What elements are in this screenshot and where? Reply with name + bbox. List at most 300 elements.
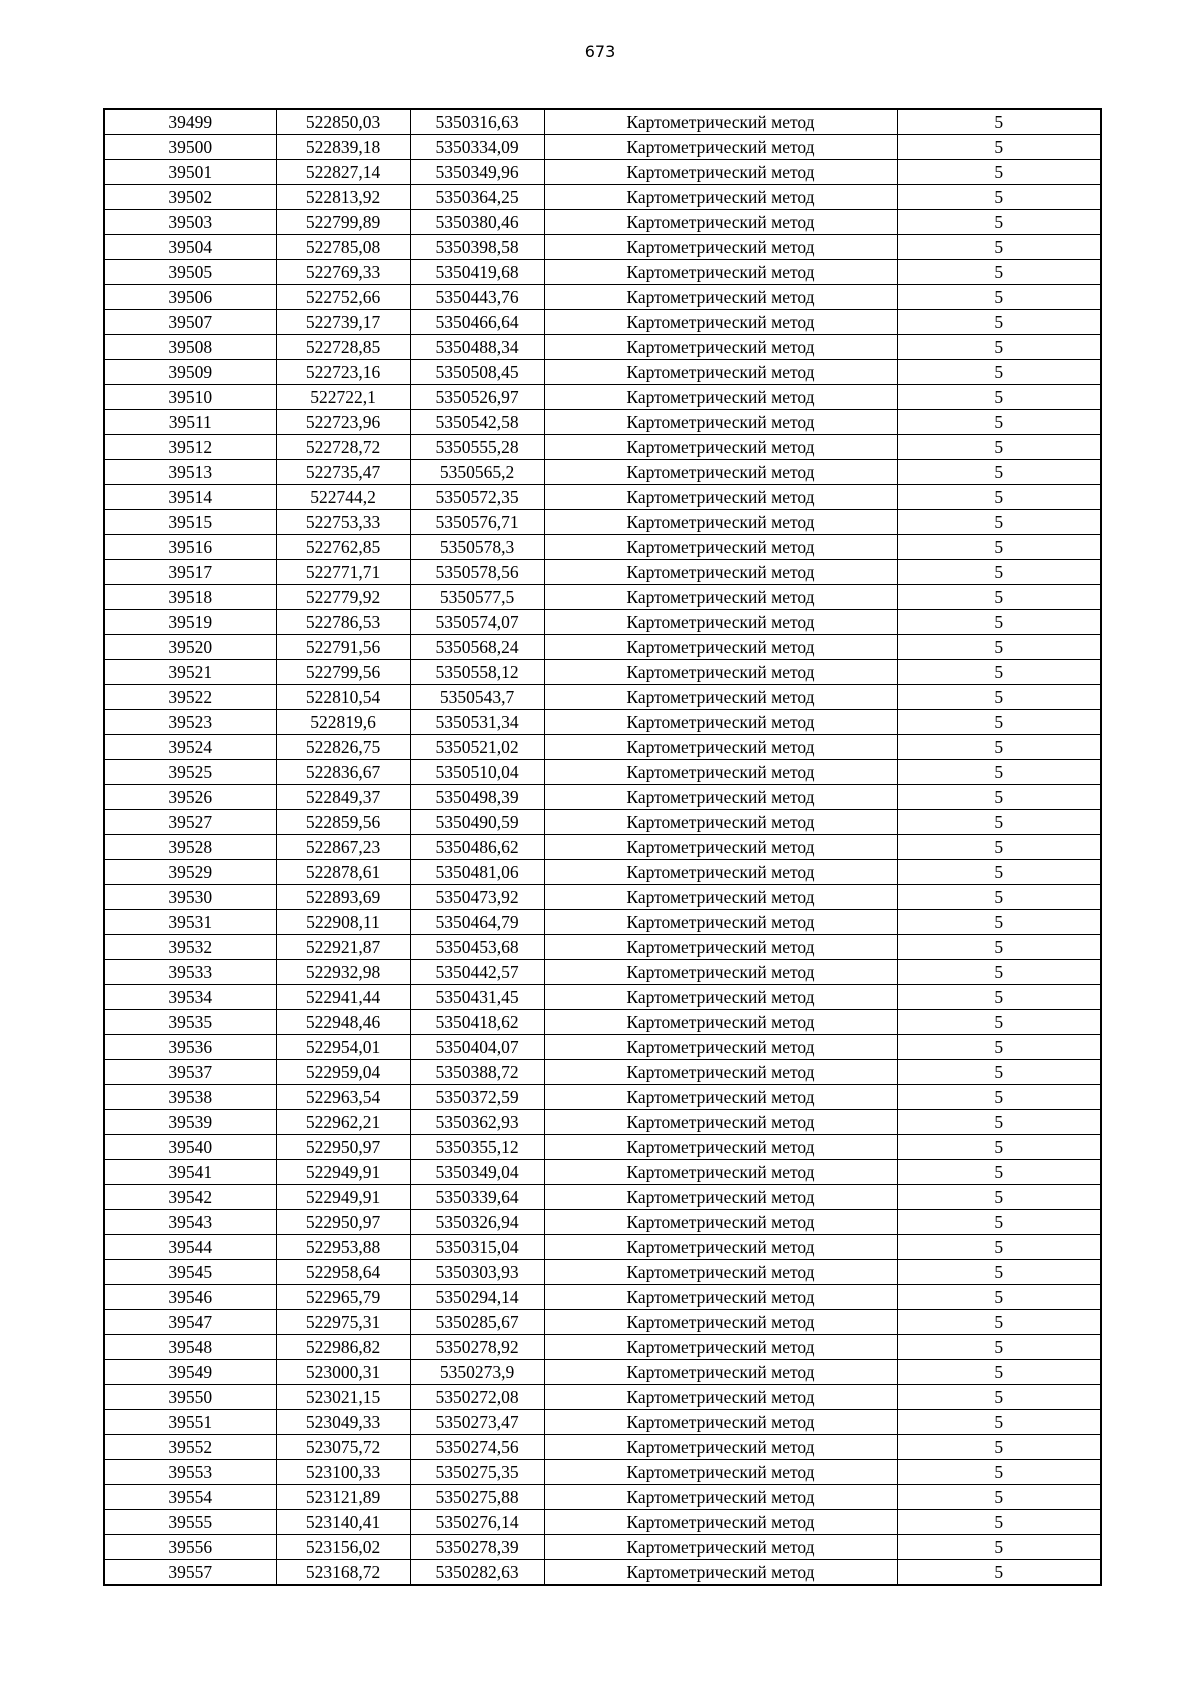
point-number-cell: 39524 [104,735,276,760]
accuracy-cell: 5 [897,1360,1101,1385]
method-cell: Картометрический метод [544,935,897,960]
x-coordinate-cell: 522810,54 [276,685,410,710]
y-coordinate-cell: 5350419,68 [410,260,544,285]
accuracy-cell: 5 [897,1535,1101,1560]
accuracy-cell: 5 [897,210,1101,235]
y-coordinate-cell: 5350273,9 [410,1360,544,1385]
accuracy-cell: 5 [897,1035,1101,1060]
y-coordinate-cell: 5350481,06 [410,860,544,885]
table-row [104,1035,1101,1060]
x-coordinate-cell: 523075,72 [276,1435,410,1460]
method-cell: Картометрический метод [544,135,897,160]
method-cell: Картометрический метод [544,810,897,835]
x-coordinate-cell: 522785,08 [276,235,410,260]
accuracy-cell: 5 [897,885,1101,910]
method-cell: Картометрический метод [544,785,897,810]
accuracy-cell: 5 [897,785,1101,810]
table-row [104,710,1101,735]
accuracy-cell: 5 [897,435,1101,460]
point-number-cell: 39510 [104,385,276,410]
point-number-cell: 39516 [104,535,276,560]
point-number-cell: 39538 [104,1085,276,1110]
point-number-cell: 39553 [104,1460,276,1485]
x-coordinate-cell: 523121,89 [276,1485,410,1510]
x-coordinate-cell: 523156,02 [276,1535,410,1560]
point-number-cell: 39540 [104,1135,276,1160]
point-number-cell: 39500 [104,135,276,160]
table-row [104,210,1101,235]
table-row [104,109,1101,135]
x-coordinate-cell: 522941,44 [276,985,410,1010]
point-number-cell: 39527 [104,810,276,835]
accuracy-cell: 5 [897,1510,1101,1535]
table-row [104,435,1101,460]
method-cell: Картометрический метод [544,1435,897,1460]
accuracy-cell: 5 [897,535,1101,560]
accuracy-cell: 5 [897,460,1101,485]
x-coordinate-cell: 522959,04 [276,1060,410,1085]
accuracy-cell: 5 [897,710,1101,735]
table-row [104,1535,1101,1560]
method-cell: Картометрический метод [544,460,897,485]
x-coordinate-cell: 522950,97 [276,1135,410,1160]
y-coordinate-cell: 5350398,58 [410,235,544,260]
x-coordinate-cell: 522827,14 [276,160,410,185]
x-coordinate-cell: 522836,67 [276,760,410,785]
y-coordinate-cell: 5350466,64 [410,310,544,335]
table-row [104,1435,1101,1460]
x-coordinate-cell: 522849,37 [276,785,410,810]
method-cell: Картометрический метод [544,1160,897,1185]
point-number-cell: 39549 [104,1360,276,1385]
x-coordinate-cell: 522963,54 [276,1085,410,1110]
y-coordinate-cell: 5350282,63 [410,1560,544,1586]
point-number-cell: 39507 [104,310,276,335]
accuracy-cell: 5 [897,285,1101,310]
y-coordinate-cell: 5350355,12 [410,1135,544,1160]
table-row [104,1235,1101,1260]
x-coordinate-cell: 522786,53 [276,610,410,635]
method-cell: Картометрический метод [544,960,897,985]
x-coordinate-cell: 523000,31 [276,1360,410,1385]
y-coordinate-cell: 5350294,14 [410,1285,544,1310]
method-cell: Картометрический метод [544,560,897,585]
table-row [104,1310,1101,1335]
table-row [104,1360,1101,1385]
accuracy-cell: 5 [897,1085,1101,1110]
method-cell: Картометрический метод [544,1360,897,1385]
x-coordinate-cell: 522878,61 [276,860,410,885]
method-cell: Картометрический метод [544,1560,897,1586]
x-coordinate-cell: 523100,33 [276,1460,410,1485]
x-coordinate-cell: 522949,91 [276,1185,410,1210]
point-number-cell: 39531 [104,910,276,935]
y-coordinate-cell: 5350388,72 [410,1060,544,1085]
x-coordinate-cell: 522753,33 [276,510,410,535]
point-number-cell: 39535 [104,1010,276,1035]
accuracy-cell: 5 [897,860,1101,885]
table-row [104,935,1101,960]
accuracy-cell: 5 [897,660,1101,685]
method-cell: Картометрический метод [544,635,897,660]
table-row [104,260,1101,285]
table-row [104,960,1101,985]
method-cell: Картометрический метод [544,1110,897,1135]
method-cell: Картометрический метод [544,385,897,410]
accuracy-cell: 5 [897,135,1101,160]
y-coordinate-cell: 5350555,28 [410,435,544,460]
point-number-cell: 39528 [104,835,276,860]
point-number-cell: 39556 [104,1535,276,1560]
y-coordinate-cell: 5350442,57 [410,960,544,985]
point-number-cell: 39521 [104,660,276,685]
table-row [104,685,1101,710]
point-number-cell: 39545 [104,1260,276,1285]
accuracy-cell: 5 [897,1385,1101,1410]
y-coordinate-cell: 5350574,07 [410,610,544,635]
table-row [104,885,1101,910]
table-row [104,510,1101,535]
table-row [104,285,1101,310]
x-coordinate-cell: 522779,92 [276,585,410,610]
y-coordinate-cell: 5350543,7 [410,685,544,710]
point-number-cell: 39532 [104,935,276,960]
accuracy-cell: 5 [897,760,1101,785]
y-coordinate-cell: 5350326,94 [410,1210,544,1235]
x-coordinate-cell: 522932,98 [276,960,410,985]
x-coordinate-cell: 522762,85 [276,535,410,560]
y-coordinate-cell: 5350565,2 [410,460,544,485]
y-coordinate-cell: 5350572,35 [410,485,544,510]
x-coordinate-cell: 522752,66 [276,285,410,310]
y-coordinate-cell: 5350364,25 [410,185,544,210]
method-cell: Картометрический метод [544,660,897,685]
y-coordinate-cell: 5350272,08 [410,1385,544,1410]
accuracy-cell: 5 [897,260,1101,285]
table-row [104,860,1101,885]
point-number-cell: 39517 [104,560,276,585]
y-coordinate-cell: 5350303,93 [410,1260,544,1285]
method-cell: Картометрический метод [544,360,897,385]
point-number-cell: 39536 [104,1035,276,1060]
x-coordinate-cell: 522722,1 [276,385,410,410]
table-row [104,660,1101,685]
method-cell: Картометрический метод [544,1260,897,1285]
point-number-cell: 39504 [104,235,276,260]
accuracy-cell: 5 [897,1335,1101,1360]
x-coordinate-cell: 522735,47 [276,460,410,485]
x-coordinate-cell: 522953,88 [276,1235,410,1260]
point-number-cell: 39518 [104,585,276,610]
table-row [104,760,1101,785]
x-coordinate-cell: 522975,31 [276,1310,410,1335]
table-body [104,109,1101,1585]
method-cell: Картометрический метод [544,1460,897,1485]
method-cell: Картометрический метод [544,435,897,460]
y-coordinate-cell: 5350490,59 [410,810,544,835]
table-row [104,985,1101,1010]
table-row [104,635,1101,660]
table-row [104,810,1101,835]
table-row [104,1185,1101,1210]
point-number-cell: 39514 [104,485,276,510]
method-cell: Картометрический метод [544,485,897,510]
method-cell: Картометрический метод [544,185,897,210]
point-number-cell: 39512 [104,435,276,460]
x-coordinate-cell: 522728,85 [276,335,410,360]
point-number-cell: 39534 [104,985,276,1010]
accuracy-cell: 5 [897,1485,1101,1510]
accuracy-cell: 5 [897,835,1101,860]
x-coordinate-cell: 522850,03 [276,109,410,135]
y-coordinate-cell: 5350275,35 [410,1460,544,1485]
table-row [104,385,1101,410]
y-coordinate-cell: 5350443,76 [410,285,544,310]
point-number-cell: 39501 [104,160,276,185]
method-cell: Картометрический метод [544,1310,897,1335]
method-cell: Картометрический метод [544,1385,897,1410]
accuracy-cell: 5 [897,1410,1101,1435]
table-row [104,910,1101,935]
method-cell: Картометрический метод [544,1085,897,1110]
point-number-cell: 39546 [104,1285,276,1310]
y-coordinate-cell: 5350486,62 [410,835,544,860]
y-coordinate-cell: 5350431,45 [410,985,544,1010]
point-number-cell: 39526 [104,785,276,810]
point-number-cell: 39557 [104,1560,276,1586]
accuracy-cell: 5 [897,235,1101,260]
method-cell: Картометрический метод [544,1185,897,1210]
y-coordinate-cell: 5350316,63 [410,109,544,135]
y-coordinate-cell: 5350578,3 [410,535,544,560]
method-cell: Картометрический метод [544,1285,897,1310]
point-number-cell: 39530 [104,885,276,910]
point-number-cell: 39554 [104,1485,276,1510]
method-cell: Картометрический метод [544,1535,897,1560]
accuracy-cell: 5 [897,985,1101,1010]
coordinates-table [103,108,1102,1586]
accuracy-cell: 5 [897,1010,1101,1035]
table-row [104,1110,1101,1135]
x-coordinate-cell: 522769,33 [276,260,410,285]
x-coordinate-cell: 522958,64 [276,1260,410,1285]
x-coordinate-cell: 522859,56 [276,810,410,835]
table-row [104,1060,1101,1085]
x-coordinate-cell: 522819,6 [276,710,410,735]
point-number-cell: 39502 [104,185,276,210]
method-cell: Картометрический метод [544,310,897,335]
x-coordinate-cell: 522948,46 [276,1010,410,1035]
x-coordinate-cell: 522962,21 [276,1110,410,1135]
point-number-cell: 39547 [104,1310,276,1335]
x-coordinate-cell: 522986,82 [276,1335,410,1360]
point-number-cell: 39525 [104,760,276,785]
method-cell: Картометрический метод [544,1210,897,1235]
point-number-cell: 39543 [104,1210,276,1235]
accuracy-cell: 5 [897,1435,1101,1460]
accuracy-cell: 5 [897,1460,1101,1485]
x-coordinate-cell: 522949,91 [276,1160,410,1185]
x-coordinate-cell: 522723,16 [276,360,410,385]
y-coordinate-cell: 5350576,71 [410,510,544,535]
x-coordinate-cell: 522839,18 [276,135,410,160]
point-number-cell: 39523 [104,710,276,735]
method-cell: Картометрический метод [544,210,897,235]
y-coordinate-cell: 5350276,14 [410,1510,544,1535]
method-cell: Картометрический метод [544,235,897,260]
accuracy-cell: 5 [897,560,1101,585]
accuracy-cell: 5 [897,960,1101,985]
table-row [104,360,1101,385]
accuracy-cell: 5 [897,935,1101,960]
table-row [104,1285,1101,1310]
point-number-cell: 39511 [104,410,276,435]
table-row [104,1385,1101,1410]
y-coordinate-cell: 5350510,04 [410,760,544,785]
table-row [104,785,1101,810]
accuracy-cell: 5 [897,1060,1101,1085]
table-row [104,310,1101,335]
accuracy-cell: 5 [897,109,1101,135]
accuracy-cell: 5 [897,410,1101,435]
point-number-cell: 39552 [104,1435,276,1460]
table-row [104,1560,1101,1586]
point-number-cell: 39551 [104,1410,276,1435]
method-cell: Картометрический метод [544,1235,897,1260]
table-row [104,735,1101,760]
method-cell: Картометрический метод [544,1135,897,1160]
accuracy-cell: 5 [897,1560,1101,1586]
y-coordinate-cell: 5350578,56 [410,560,544,585]
y-coordinate-cell: 5350278,92 [410,1335,544,1360]
point-number-cell: 39529 [104,860,276,885]
point-number-cell: 39533 [104,960,276,985]
accuracy-cell: 5 [897,585,1101,610]
y-coordinate-cell: 5350404,07 [410,1035,544,1060]
table-row [104,460,1101,485]
x-coordinate-cell: 522723,96 [276,410,410,435]
y-coordinate-cell: 5350453,68 [410,935,544,960]
method-cell: Картометрический метод [544,835,897,860]
accuracy-cell: 5 [897,1135,1101,1160]
point-number-cell: 39550 [104,1385,276,1410]
method-cell: Картометрический метод [544,685,897,710]
accuracy-cell: 5 [897,185,1101,210]
method-cell: Картометрический метод [544,1010,897,1035]
y-coordinate-cell: 5350531,34 [410,710,544,735]
table-row [104,1260,1101,1285]
y-coordinate-cell: 5350521,02 [410,735,544,760]
x-coordinate-cell: 522950,97 [276,1210,410,1235]
x-coordinate-cell: 522744,2 [276,485,410,510]
point-number-cell: 39520 [104,635,276,660]
y-coordinate-cell: 5350473,92 [410,885,544,910]
y-coordinate-cell: 5350349,96 [410,160,544,185]
point-number-cell: 39509 [104,360,276,385]
method-cell: Картометрический метод [544,109,897,135]
table-row [104,185,1101,210]
point-number-cell: 39506 [104,285,276,310]
method-cell: Картометрический метод [544,1410,897,1435]
point-number-cell: 39555 [104,1510,276,1535]
accuracy-cell: 5 [897,1160,1101,1185]
x-coordinate-cell: 522799,89 [276,210,410,235]
accuracy-cell: 5 [897,1210,1101,1235]
method-cell: Картометрический метод [544,910,897,935]
table-row [104,835,1101,860]
table-row [104,160,1101,185]
point-number-cell: 39515 [104,510,276,535]
point-number-cell: 39544 [104,1235,276,1260]
method-cell: Картометрический метод [544,760,897,785]
table-row [104,335,1101,360]
y-coordinate-cell: 5350380,46 [410,210,544,235]
point-number-cell: 39537 [104,1060,276,1085]
y-coordinate-cell: 5350278,39 [410,1535,544,1560]
table-row [104,1410,1101,1435]
accuracy-cell: 5 [897,1310,1101,1335]
accuracy-cell: 5 [897,1260,1101,1285]
method-cell: Картометрический метод [544,1485,897,1510]
point-number-cell: 39499 [104,109,276,135]
x-coordinate-cell: 522728,72 [276,435,410,460]
table-row [104,1135,1101,1160]
accuracy-cell: 5 [897,485,1101,510]
table-row [104,1335,1101,1360]
method-cell: Картометрический метод [544,735,897,760]
x-coordinate-cell: 522791,56 [276,635,410,660]
method-cell: Картометрический метод [544,610,897,635]
accuracy-cell: 5 [897,1285,1101,1310]
accuracy-cell: 5 [897,685,1101,710]
x-coordinate-cell: 522893,69 [276,885,410,910]
x-coordinate-cell: 522771,71 [276,560,410,585]
point-number-cell: 39548 [104,1335,276,1360]
method-cell: Картометрический метод [544,535,897,560]
accuracy-cell: 5 [897,1110,1101,1135]
table-row [104,610,1101,635]
method-cell: Картометрический метод [544,1510,897,1535]
y-coordinate-cell: 5350285,67 [410,1310,544,1335]
x-coordinate-cell: 522799,56 [276,660,410,685]
y-coordinate-cell: 5350488,34 [410,335,544,360]
y-coordinate-cell: 5350334,09 [410,135,544,160]
method-cell: Картометрический метод [544,260,897,285]
x-coordinate-cell: 523049,33 [276,1410,410,1435]
y-coordinate-cell: 5350273,47 [410,1410,544,1435]
y-coordinate-cell: 5350577,5 [410,585,544,610]
method-cell: Картометрический метод [544,160,897,185]
table-row [104,1210,1101,1235]
point-number-cell: 39539 [104,1110,276,1135]
y-coordinate-cell: 5350315,04 [410,1235,544,1260]
method-cell: Картометрический метод [544,585,897,610]
table-row [104,235,1101,260]
point-number-cell: 39513 [104,460,276,485]
y-coordinate-cell: 5350568,24 [410,635,544,660]
method-cell: Картометрический метод [544,285,897,310]
table-row [104,135,1101,160]
table-row [104,1010,1101,1035]
x-coordinate-cell: 522739,17 [276,310,410,335]
method-cell: Картометрический метод [544,1035,897,1060]
table-row [104,1085,1101,1110]
point-number-cell: 39519 [104,610,276,635]
table-row [104,1485,1101,1510]
x-coordinate-cell: 522826,75 [276,735,410,760]
point-number-cell: 39541 [104,1160,276,1185]
y-coordinate-cell: 5350542,58 [410,410,544,435]
